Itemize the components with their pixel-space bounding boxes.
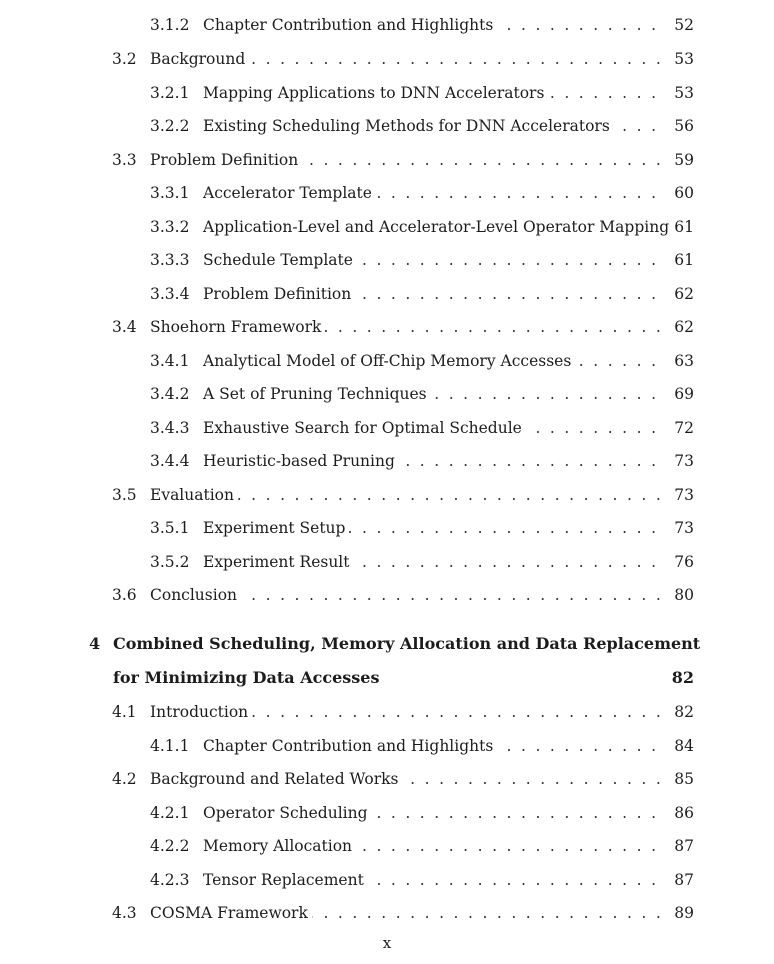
section-number: 3.5.1 [150,519,190,537]
page-number: 61 [674,218,694,236]
page-number: 53 [674,50,694,68]
toc-entry[interactable] [0,215,774,239]
page-number: 73 [674,486,694,504]
section-number: 3.3.1 [150,184,190,202]
toc-entry[interactable] [0,449,774,473]
section-title: Evaluation [150,483,238,507]
page-number: 72 [674,419,694,437]
section-number: 4.2 [112,770,137,788]
section-number: 4.1 [112,703,137,721]
toc-entry[interactable] [0,767,774,791]
toc-entry[interactable] [0,382,774,406]
section-title: Analytical Model of Off-Chip Memory Accesses [203,349,575,373]
toc-entry[interactable] [0,114,774,138]
section-title: Problem Definition [203,282,355,306]
chapter-heading[interactable] [0,632,774,656]
section-title: Schedule Template [203,248,357,272]
section-title: Chapter Contribution and Highlights [203,734,497,758]
page-number: 62 [674,285,694,303]
section-title: Experiment Result [203,550,354,574]
section-title: Background [150,47,249,71]
section-number: 3.3 [112,151,137,169]
page-number: 69 [674,385,694,403]
section-number: 3.2.1 [150,84,190,102]
page-number: 80 [674,586,694,604]
page-number: 62 [674,318,694,336]
chapter-page-number: 82 [671,668,694,687]
page-number: 84 [674,737,694,755]
toc-entry[interactable] [0,416,774,440]
page-number: 89 [674,904,694,922]
section-number: 3.4.1 [150,352,190,370]
page-number: 87 [674,871,694,889]
section-number: 4.2.1 [150,804,190,822]
page-number: 87 [674,837,694,855]
section-number: 3.4.4 [150,452,190,470]
toc-entry[interactable] [0,516,774,540]
toc-entry[interactable] [0,483,774,507]
page-number: 60 [674,184,694,202]
section-number: 3.1.2 [150,16,190,34]
toc-entry[interactable] [0,81,774,105]
section-number: 3.5 [112,486,137,504]
section-title: Introduction [150,700,252,724]
section-number: 3.2 [112,50,137,68]
page-number: 61 [674,251,694,269]
section-number: 4.1.1 [150,737,190,755]
toc-entry[interactable] [0,834,774,858]
section-number: 3.6 [112,586,137,604]
section-title: Conclusion [150,583,241,607]
page-number: 73 [674,452,694,470]
page-number: 82 [674,703,694,721]
section-title: Accelerator Template [203,181,376,205]
page-number: 86 [674,804,694,822]
chapter-title-line2: for Minimizing Data Accesses [113,666,379,690]
toc-entry[interactable] [0,801,774,825]
section-title: Problem Definition [150,148,302,172]
toc-entry[interactable] [0,550,774,574]
section-number: 3.4 [112,318,137,336]
section-title: Chapter Contribution and Highlights [203,13,497,37]
section-title: Existing Scheduling Methods for DNN Accelerators [203,114,614,138]
chapter-title-line1: Combined Scheduling, Memory Allocation and Data Replacement [113,632,700,656]
toc-entry[interactable] [0,315,774,339]
section-number: 3.4.3 [150,419,190,437]
section-title: Background and Related Works [150,767,403,791]
toc-entry[interactable] [0,868,774,892]
toc-entry[interactable] [0,13,774,37]
section-title: Memory Allocation [203,834,356,858]
section-title: Experiment Setup [203,516,349,540]
page-number: 63 [674,352,694,370]
toc-entry[interactable] [0,181,774,205]
toc-entry[interactable] [0,47,774,71]
section-number: 3.3.3 [150,251,190,269]
section-title: Application-Level and Accelerator-Level Operator Mapping [203,215,673,239]
toc-entry[interactable] [0,349,774,373]
section-title: COSMA Framework [150,901,312,925]
toc-entry[interactable] [0,700,774,724]
section-title: Tensor Replacement [203,868,368,892]
section-number: 4.2.2 [150,837,190,855]
page-number: 73 [674,519,694,537]
section-number: 3.4.2 [150,385,190,403]
toc-entry[interactable] [0,282,774,306]
section-title: Shoehorn Framework [150,315,325,339]
section-number: 4.2.3 [150,871,190,889]
page-number: 59 [674,151,694,169]
toc-entry[interactable] [0,734,774,758]
toc-entry[interactable] [0,248,774,272]
section-number: 4.3 [112,904,137,922]
section-title: A Set of Pruning Techniques [203,382,431,406]
section-number: 3.5.2 [150,553,190,571]
chapter-heading-continued[interactable] [0,666,774,690]
page-footer-number: x [382,934,392,952]
section-title: Mapping Applications to DNN Accelerators [203,81,548,105]
chapter-number: 4 [89,634,101,653]
section-title: Exhaustive Search for Optimal Schedule [203,416,526,440]
page-number: 85 [674,770,694,788]
page-number: 53 [674,84,694,102]
page-number: 76 [674,553,694,571]
section-title: Operator Scheduling [203,801,372,825]
section-title: Heuristic-based Pruning [203,449,399,473]
toc-entry[interactable] [0,901,774,925]
section-number: 3.3.4 [150,285,190,303]
page-number: 52 [674,16,694,34]
section-number: 3.3.2 [150,218,190,236]
section-number: 3.2.2 [150,117,190,135]
toc-entry[interactable] [0,148,774,172]
toc-entry[interactable] [0,583,774,607]
page-number: 56 [674,117,694,135]
